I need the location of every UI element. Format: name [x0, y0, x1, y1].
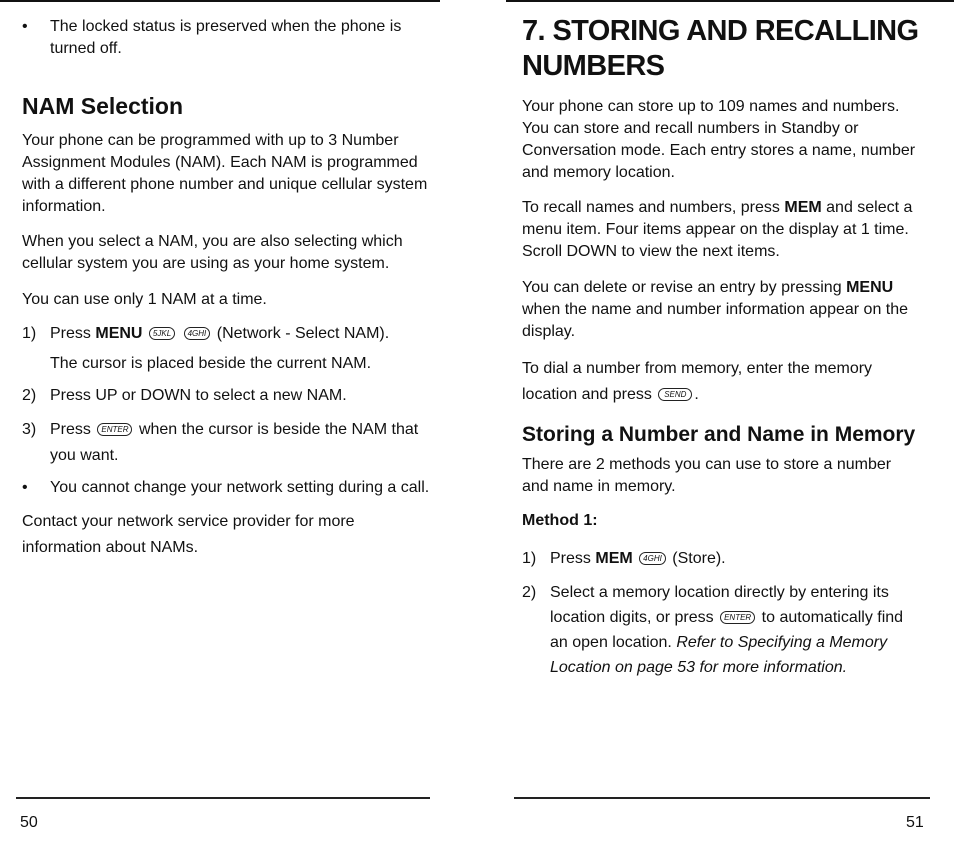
step-text-post: when the cursor is beside the NAM that you want.	[50, 421, 419, 464]
paragraph-store-capacity: Your phone can store up to 109 names and numbers. You can store and recall numbers in Standby or Conversation mode. Each entry stores a name, number and memory location.	[522, 98, 916, 181]
step-number: 2)	[22, 387, 37, 404]
key-4-icon: 4GHI	[639, 552, 666, 565]
key-5-icon: 5JKL	[149, 327, 175, 340]
paragraph-dial-from-memory	[522, 356, 922, 408]
step-number: 1)	[22, 325, 37, 342]
mem-key-label: MEM	[784, 199, 822, 216]
bullet-network-setting	[22, 475, 430, 501]
bullet-text: You cannot change your network setting during a call.	[50, 479, 430, 496]
step-2-scroll	[22, 385, 430, 407]
bullet-text: The locked status is preserved when the phone is turned off.	[50, 18, 402, 57]
enter-key-icon: ENTER	[97, 423, 132, 436]
top-rule-right	[506, 0, 954, 2]
page-number-left: 50	[20, 814, 38, 831]
step-text-pre: Select a memory location directly by entering its location digits, or press	[550, 584, 889, 626]
step-text-pre: Press	[50, 421, 91, 438]
key-4-icon: 4GHI	[184, 327, 211, 340]
enter-key-icon: ENTER	[720, 611, 755, 624]
step-2-select-location	[522, 580, 922, 680]
step-1-press-mem	[522, 548, 922, 570]
paragraph-recall	[522, 197, 922, 263]
step-text-pre: Press	[550, 550, 591, 567]
step-1-press-menu	[22, 321, 430, 347]
step-number: 3)	[22, 421, 37, 438]
right-page	[522, 14, 922, 680]
bottom-rule-right	[514, 797, 930, 799]
method-1-label: Method 1:	[522, 512, 598, 529]
text-post: and select a menu item. Four items appear on the display at 1 time. Scroll DOWN to view the next items.	[522, 199, 913, 260]
bottom-rule-left	[16, 797, 430, 799]
step-number: 1)	[522, 550, 537, 567]
text-pre: To dial a number from memory, enter the memory location and press	[522, 360, 873, 403]
text-pre: To recall names and numbers, press	[522, 199, 780, 216]
chapter-title: 7. STORING AND RECALLING NUMBERS	[522, 15, 919, 82]
step-3-press-enter	[22, 417, 430, 469]
left-page	[22, 16, 430, 561]
section-heading-storing: Storing a Number and Name in Memory	[522, 423, 916, 446]
paragraph-contact-provider: Contact your network service provider for more information about NAMs.	[22, 513, 355, 556]
step-text-post: (Store).	[672, 550, 726, 567]
step-number: 2)	[522, 584, 537, 601]
mem-key-label: MEM	[595, 550, 633, 567]
bullet-locked-status	[22, 16, 430, 60]
text-post: .	[694, 386, 699, 403]
paragraph-one-nam: You can use only 1 NAM at a time.	[22, 291, 267, 308]
paragraph-nam-intro: Your phone can be programmed with up to 3 Number Assignment Modules (NAM). Each NAM is programmed with a different phone number and unique cellular system information.	[22, 132, 428, 215]
text-post: when the name and number information appear on the display.	[522, 301, 909, 340]
section-heading-nam-selection: NAM Selection	[22, 93, 184, 119]
menu-key-label: MENU	[95, 325, 143, 342]
cross-reference: Refer to Specifying a Memory Location on page 53 for more information.	[550, 634, 888, 676]
text-pre: You can delete or revise an entry by pressing	[522, 279, 842, 296]
top-rule-left	[0, 0, 440, 2]
paragraph-nam-system: When you select a NAM, you are also selecting which cellular system you are using as your home system.	[22, 233, 403, 272]
step-text-post: (Network - Select NAM).	[216, 325, 390, 342]
bullet-mark: •	[22, 18, 28, 35]
step-text: Press UP or DOWN to select a new NAM.	[50, 387, 347, 404]
step-text-pre: Press	[50, 325, 91, 342]
page-number-right: 51	[906, 814, 924, 831]
step-1-note: The cursor is placed beside the current NAM.	[50, 355, 372, 372]
menu-key-label: MENU	[846, 279, 894, 296]
paragraph-two-methods: There are 2 methods you can use to store a number and name in memory.	[522, 456, 892, 495]
send-key-icon: SEND	[658, 388, 692, 401]
step-text-post: to automatically find an open location.	[550, 609, 904, 651]
paragraph-delete-revise	[522, 277, 922, 343]
bullet-mark: •	[22, 479, 28, 496]
